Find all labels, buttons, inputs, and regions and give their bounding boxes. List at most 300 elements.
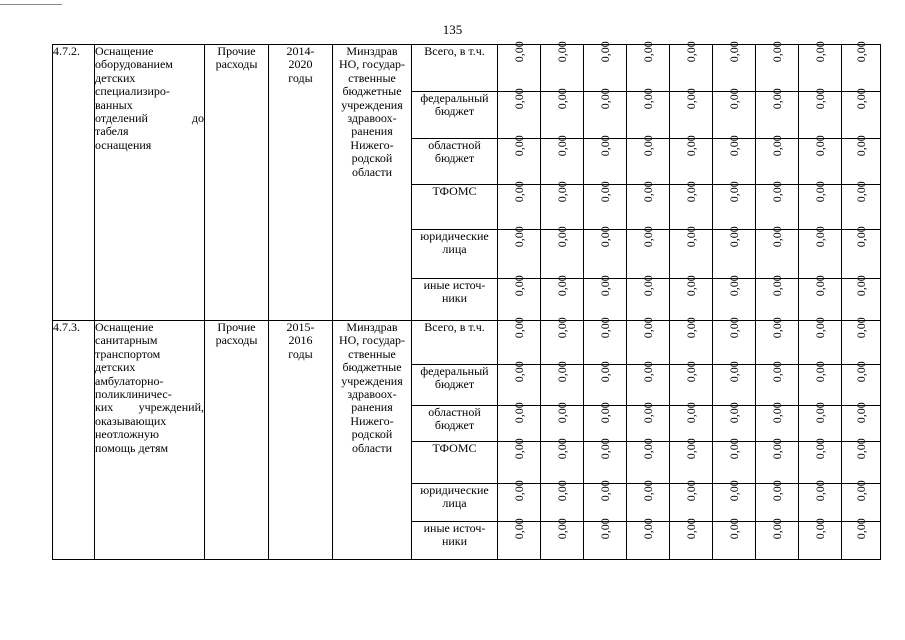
funding-source-line: областной [428, 405, 481, 419]
value-text: 0,00 [554, 480, 569, 502]
value-text: 0,00 [769, 275, 784, 297]
value-cell [799, 480, 842, 522]
value-cell [498, 317, 541, 365]
executor-line: области [351, 164, 393, 179]
value-cell [541, 518, 584, 560]
value-text: 0,00 [726, 402, 741, 424]
value-text: 0,00 [812, 135, 827, 157]
value-cell [670, 226, 713, 279]
value-cell [670, 135, 713, 185]
value-cell [670, 317, 713, 365]
value-text: 0,00 [511, 317, 526, 339]
value-cell [713, 518, 756, 560]
executor-line: ранения [351, 400, 393, 415]
item-name-line: санитарным [95, 333, 158, 348]
value-text: 0,00 [726, 181, 741, 203]
value-cell [498, 181, 541, 230]
value-cell [498, 88, 541, 139]
value-cell [584, 41, 627, 92]
value-text: 0,00 [769, 518, 784, 540]
value-cell [584, 438, 627, 484]
value-cell [713, 88, 756, 139]
value-text: 0,00 [853, 41, 868, 63]
value-cell [627, 181, 670, 230]
value-cell [670, 361, 713, 406]
value-text: 0,00 [640, 438, 655, 460]
executor-line: области [351, 440, 393, 455]
value-cell [756, 135, 799, 185]
value-text: 0,00 [853, 317, 868, 339]
value-cell [756, 518, 799, 560]
executor-line: родской [351, 151, 393, 166]
value-text: 0,00 [683, 226, 698, 248]
executor-line: бюджетные [342, 360, 402, 375]
value-cell [627, 135, 670, 185]
value-cell [842, 275, 881, 321]
value-text: 0,00 [683, 275, 698, 297]
value-text: 0,00 [511, 402, 526, 424]
value-cell [584, 317, 627, 365]
value-text: 0,00 [726, 518, 741, 540]
value-cell [713, 361, 756, 406]
item-name-line: детских [95, 70, 136, 85]
value-text: 0,00 [726, 135, 741, 157]
funding-source-line: бюджет [434, 418, 475, 433]
value-cell [627, 361, 670, 406]
value-cell [756, 226, 799, 279]
value-text: 0,00 [597, 41, 612, 63]
value-cell [498, 402, 541, 442]
value-text: 0,00 [554, 135, 569, 157]
value-cell [799, 402, 842, 442]
funding-source [412, 45, 498, 92]
value-text: 0,00 [726, 226, 741, 248]
value-cell [584, 88, 627, 139]
value-text: 0,00 [683, 181, 698, 203]
funding-source [412, 139, 498, 185]
value-cell [541, 438, 584, 484]
value-text: 0,00 [853, 88, 868, 110]
value-text: 0,00 [683, 317, 698, 339]
item-name-line: оснащения [95, 137, 152, 152]
value-text: 0,00 [554, 275, 569, 297]
value-cell [498, 41, 541, 92]
funding-source-line: иные источ- [423, 521, 486, 535]
expense-category-line: Прочие [217, 44, 256, 58]
value-text: 0,00 [511, 181, 526, 203]
value-text: 0,00 [554, 518, 569, 540]
implementation-period-line: 2020 [288, 57, 313, 72]
value-cell [541, 361, 584, 406]
value-text: 0,00 [726, 438, 741, 460]
funding-source-line: иные источ- [423, 278, 486, 292]
value-text: 0,00 [769, 361, 784, 383]
executor-line: учреждения [341, 97, 403, 112]
value-text: 0,00 [683, 518, 698, 540]
funding-source-line: бюджет [434, 104, 475, 119]
value-cell [584, 361, 627, 406]
value-text: 0,00 [812, 480, 827, 502]
funding-source-line: ТФОМС [432, 441, 477, 455]
value-cell [842, 317, 881, 365]
item-name-line: отделений до [95, 111, 204, 126]
value-text: 0,00 [769, 226, 784, 248]
value-text: 0,00 [853, 402, 868, 424]
value-text: 0,00 [511, 438, 526, 460]
value-cell [584, 275, 627, 321]
value-text: 0,00 [640, 181, 655, 203]
value-cell [627, 88, 670, 139]
value-cell [541, 317, 584, 365]
item-name-line: табеля [95, 124, 129, 139]
value-text: 0,00 [769, 41, 784, 63]
executor-line: здравоох- [347, 111, 397, 126]
value-text: 0,00 [853, 226, 868, 248]
item-name-line: ванных [95, 97, 133, 112]
value-text: 0,00 [769, 181, 784, 203]
value-cell [498, 438, 541, 484]
value-text: 0,00 [554, 438, 569, 460]
value-cell [627, 438, 670, 484]
value-cell [627, 41, 670, 92]
funding-source [412, 230, 498, 279]
item-code: 4.7.3. [53, 321, 95, 560]
executor-line: ственные [348, 70, 396, 85]
executor [333, 45, 412, 321]
value-cell [756, 361, 799, 406]
value-text: 0,00 [597, 226, 612, 248]
funding-source-line: ники [441, 291, 468, 306]
value-text: 0,00 [769, 135, 784, 157]
executor-line: родской [351, 427, 393, 442]
funding-source [412, 92, 498, 139]
value-cell [670, 41, 713, 92]
value-text: 0,00 [640, 317, 655, 339]
value-text: 0,00 [769, 480, 784, 502]
value-cell [498, 361, 541, 406]
value-text: 0,00 [511, 361, 526, 383]
scan-edge-line [0, 4, 62, 5]
item-name-line: оказывающих [95, 413, 167, 428]
value-text: 0,00 [726, 361, 741, 383]
value-text: 0,00 [812, 41, 827, 63]
value-cell [842, 480, 881, 522]
value-cell [584, 518, 627, 560]
executor-line: НО, государ- [338, 333, 406, 348]
item-name-line: неотложную [95, 427, 159, 442]
value-text: 0,00 [812, 518, 827, 540]
expense-category [205, 321, 269, 560]
item-name [95, 45, 205, 321]
executor-line: Минздрав [346, 320, 398, 334]
value-cell [584, 402, 627, 442]
value-text: 0,00 [511, 518, 526, 540]
funding-source-line: бюджет [434, 151, 475, 166]
executor-line: Минздрав [346, 44, 398, 58]
value-cell [799, 438, 842, 484]
value-cell [842, 181, 881, 230]
table-row [53, 45, 881, 92]
item-name-line: оборудованием [95, 57, 173, 72]
value-cell [756, 438, 799, 484]
value-text: 0,00 [554, 226, 569, 248]
value-cell [670, 480, 713, 522]
value-cell [756, 88, 799, 139]
value-cell [842, 135, 881, 185]
implementation-period-line: годы [288, 70, 313, 85]
funding-source [412, 321, 498, 365]
value-cell [756, 275, 799, 321]
value-text: 0,00 [640, 402, 655, 424]
value-cell [713, 402, 756, 442]
implementation-period-line: годы [288, 346, 313, 361]
executor-line: Нижего- [350, 413, 394, 428]
value-text: 0,00 [640, 88, 655, 110]
funding-source [412, 365, 498, 406]
value-text: 0,00 [683, 480, 698, 502]
implementation-period-line: 2014- [286, 44, 315, 58]
item-name-line: детских [95, 360, 136, 375]
funding-source-line: Всего, в т.ч. [424, 320, 485, 334]
value-text: 0,00 [511, 88, 526, 110]
value-text: 0,00 [769, 402, 784, 424]
implementation-period [269, 45, 333, 321]
value-text: 0,00 [812, 226, 827, 248]
item-name [95, 321, 205, 560]
value-text: 0,00 [683, 361, 698, 383]
value-cell [498, 135, 541, 185]
executor-line: бюджетные [342, 84, 402, 99]
value-text: 0,00 [597, 88, 612, 110]
value-text: 0,00 [640, 480, 655, 502]
value-cell [541, 275, 584, 321]
value-text: 0,00 [640, 41, 655, 63]
value-text: 0,00 [640, 518, 655, 540]
expense-category [205, 45, 269, 321]
value-cell [670, 275, 713, 321]
value-text: 0,00 [554, 181, 569, 203]
value-cell [713, 135, 756, 185]
value-cell [498, 518, 541, 560]
value-cell [713, 317, 756, 365]
value-text: 0,00 [769, 88, 784, 110]
value-cell [584, 226, 627, 279]
value-text: 0,00 [511, 226, 526, 248]
page-number: 135 [442, 22, 463, 37]
item-name-line: ких учреждений, [95, 400, 204, 415]
value-cell [498, 226, 541, 279]
value-cell [541, 88, 584, 139]
funding-source-line: лица [442, 496, 467, 511]
value-text: 0,00 [597, 361, 612, 383]
value-cell [584, 135, 627, 185]
funding-source-line: Всего, в т.ч. [424, 44, 485, 58]
value-text: 0,00 [853, 480, 868, 502]
value-cell [799, 275, 842, 321]
item-name-line: поликлиничес- [95, 387, 172, 402]
funding-source-line: юридические [420, 229, 489, 243]
value-text: 0,00 [597, 317, 612, 339]
value-text: 0,00 [640, 135, 655, 157]
value-text: 0,00 [597, 518, 612, 540]
value-text: 0,00 [853, 518, 868, 540]
implementation-period-line: 2016 [288, 333, 313, 348]
value-text: 0,00 [812, 88, 827, 110]
value-cell [756, 181, 799, 230]
value-cell [713, 41, 756, 92]
value-text: 0,00 [511, 41, 526, 63]
funding-source-line: областной [428, 138, 481, 152]
value-cell [541, 41, 584, 92]
value-cell [498, 480, 541, 522]
item-name-line: специализиро- [95, 84, 170, 99]
value-text: 0,00 [726, 88, 741, 110]
value-cell [799, 317, 842, 365]
value-cell [541, 480, 584, 522]
value-text: 0,00 [769, 438, 784, 460]
funding-source-line: бюджет [434, 377, 475, 392]
value-cell [756, 41, 799, 92]
value-text: 0,00 [597, 135, 612, 157]
value-text: 0,00 [597, 181, 612, 203]
executor-line: НО, государ- [338, 57, 406, 72]
value-cell [670, 402, 713, 442]
executor-line: учреждения [341, 373, 403, 388]
funding-source [412, 442, 498, 484]
item-code: 4.7.2. [53, 45, 95, 321]
executor [333, 321, 412, 560]
value-text: 0,00 [511, 275, 526, 297]
value-cell [842, 438, 881, 484]
value-text: 0,00 [597, 480, 612, 502]
funding-source-line: лица [442, 242, 467, 257]
value-cell [756, 402, 799, 442]
value-text: 0,00 [683, 41, 698, 63]
value-cell [842, 226, 881, 279]
value-text: 0,00 [597, 275, 612, 297]
value-text: 0,00 [597, 402, 612, 424]
value-cell [799, 181, 842, 230]
item-name-line: Оснащение [95, 44, 154, 58]
implementation-period [269, 321, 333, 560]
value-cell [584, 181, 627, 230]
value-cell [670, 518, 713, 560]
value-cell [541, 402, 584, 442]
value-text: 0,00 [683, 88, 698, 110]
expense-category-line: расходы [215, 57, 258, 72]
funding-source [412, 185, 498, 230]
value-text: 0,00 [853, 135, 868, 157]
expense-category-line: расходы [215, 333, 258, 348]
value-cell [799, 226, 842, 279]
value-cell [842, 41, 881, 92]
value-cell [627, 402, 670, 442]
value-text: 0,00 [640, 275, 655, 297]
funding-source-line: федеральный [420, 364, 489, 378]
implementation-period-line: 2015- [286, 320, 315, 334]
funding-source-line: юридические [420, 483, 489, 497]
value-cell [799, 88, 842, 139]
value-text: 0,00 [554, 88, 569, 110]
value-text: 0,00 [640, 226, 655, 248]
value-text: 0,00 [726, 317, 741, 339]
table-row [53, 321, 881, 365]
value-text: 0,00 [640, 361, 655, 383]
value-text: 0,00 [853, 361, 868, 383]
value-cell [627, 226, 670, 279]
value-cell [842, 518, 881, 560]
value-cell [842, 402, 881, 442]
value-cell [713, 181, 756, 230]
value-cell [670, 88, 713, 139]
value-cell [541, 181, 584, 230]
value-cell [627, 317, 670, 365]
value-text: 0,00 [726, 41, 741, 63]
value-cell [799, 518, 842, 560]
value-cell [627, 518, 670, 560]
value-cell [756, 480, 799, 522]
expense-category-line: Прочие [217, 320, 256, 334]
value-text: 0,00 [769, 317, 784, 339]
value-text: 0,00 [683, 438, 698, 460]
value-cell [713, 275, 756, 321]
funding-source [412, 279, 498, 321]
value-text: 0,00 [853, 181, 868, 203]
funding-source [412, 522, 498, 560]
executor-line: Нижего- [350, 137, 394, 152]
value-cell [541, 226, 584, 279]
budget-table [52, 41, 881, 560]
executor-line: здравоох- [347, 387, 397, 402]
item-name-line: помощь детям [95, 440, 169, 455]
value-text: 0,00 [726, 275, 741, 297]
value-cell [670, 438, 713, 484]
value-cell [713, 480, 756, 522]
value-cell [842, 88, 881, 139]
value-text: 0,00 [812, 275, 827, 297]
value-text: 0,00 [554, 402, 569, 424]
value-cell [756, 317, 799, 365]
funding-source-line: ТФОМС [432, 184, 477, 198]
value-text: 0,00 [597, 438, 612, 460]
value-text: 0,00 [511, 480, 526, 502]
executor-line: ранения [351, 124, 393, 139]
value-cell [627, 480, 670, 522]
value-text: 0,00 [812, 438, 827, 460]
funding-source [412, 406, 498, 442]
value-text: 0,00 [812, 402, 827, 424]
value-text: 0,00 [554, 317, 569, 339]
value-cell [627, 275, 670, 321]
value-text: 0,00 [554, 41, 569, 63]
value-text: 0,00 [726, 480, 741, 502]
item-name-line: транспортом [95, 346, 161, 361]
value-cell [584, 480, 627, 522]
value-text: 0,00 [511, 135, 526, 157]
value-cell [842, 361, 881, 406]
value-text: 0,00 [812, 181, 827, 203]
value-cell [713, 226, 756, 279]
value-cell [799, 361, 842, 406]
funding-source-line: федеральный [420, 91, 489, 105]
value-text: 0,00 [554, 361, 569, 383]
item-name-line: Оснащение [95, 320, 154, 334]
value-cell [670, 181, 713, 230]
value-cell [799, 41, 842, 92]
value-text: 0,00 [812, 361, 827, 383]
funding-source [412, 484, 498, 522]
value-cell [799, 135, 842, 185]
